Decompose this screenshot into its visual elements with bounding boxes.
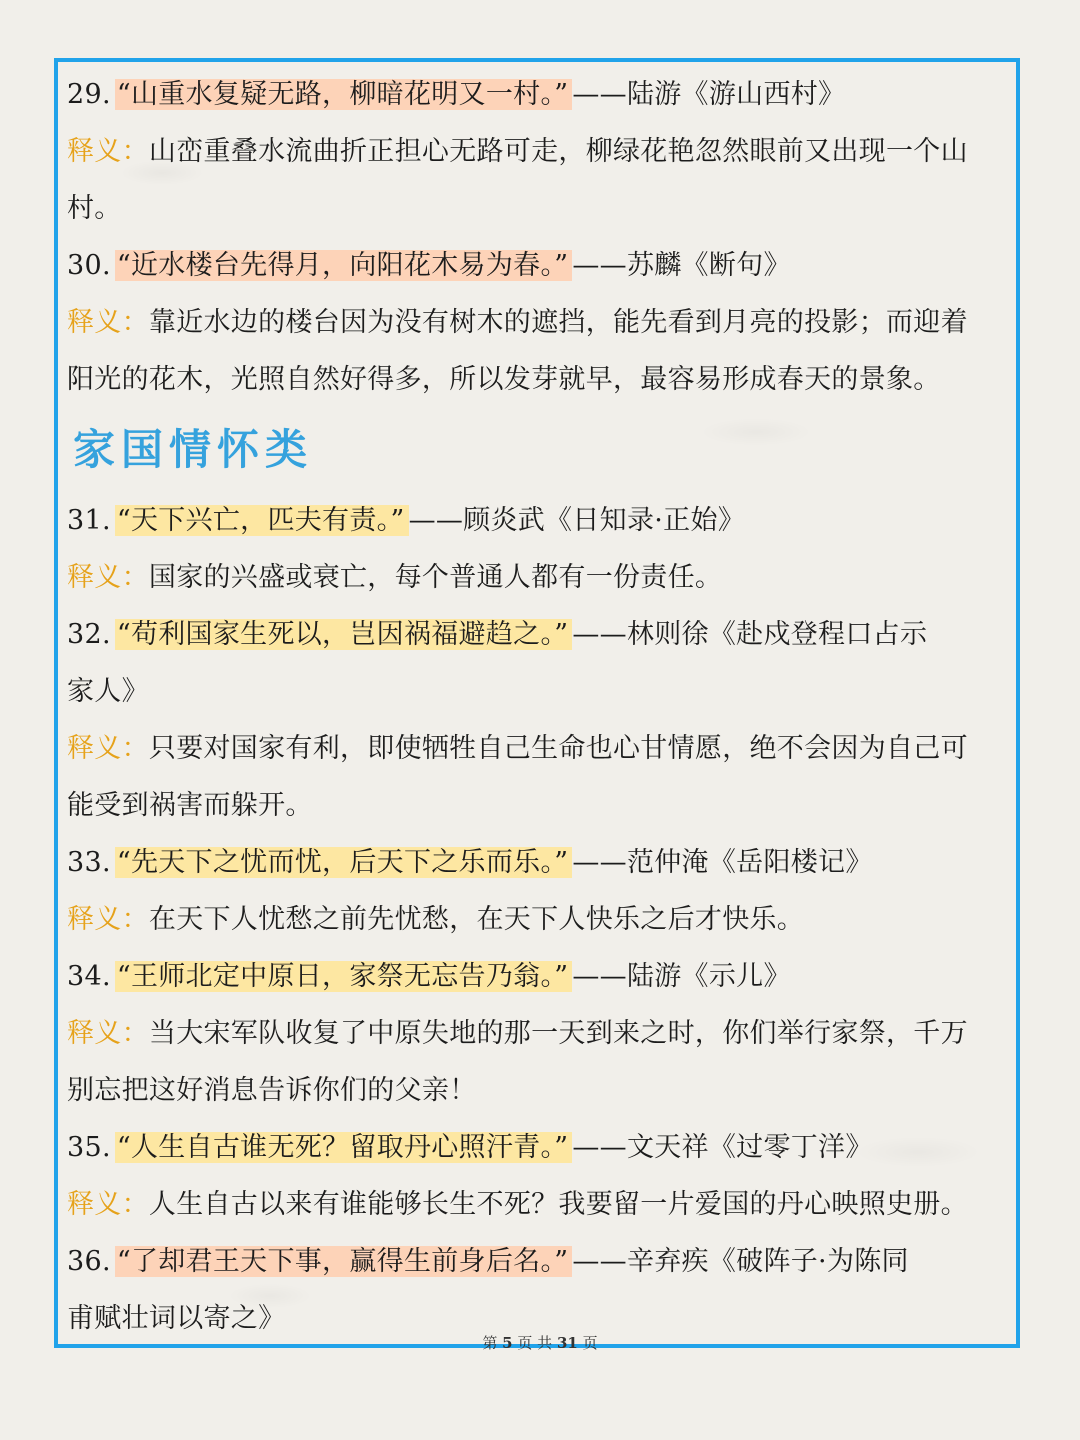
quote-highlight: “天下兴亡，匹夫有责。” xyxy=(115,505,409,536)
footer-suffix: 页 xyxy=(582,1334,598,1352)
quote-highlight: “山重水复疑无路，柳暗花明又一村。” xyxy=(115,79,573,110)
explanation-32-cont xyxy=(67,777,1017,834)
explanation-30-cont xyxy=(67,351,1017,408)
quote-source: ——范仲淹《岳阳楼记》 xyxy=(572,847,873,878)
item-number: 34. xyxy=(67,961,111,992)
item-number: 29. xyxy=(67,79,111,110)
explanation-label: 释义： xyxy=(67,733,149,764)
explanation-label: 释义： xyxy=(67,136,149,167)
explanation-label: 释义： xyxy=(67,562,149,593)
explanation-text: 只要对国家有利，即使牺牲自己生命也心甘情愿，绝不会因为自己可 xyxy=(148,733,968,764)
explanation-33 xyxy=(67,891,1017,948)
explanation-31 xyxy=(67,549,1017,606)
quote-source: 家人》 xyxy=(67,676,149,707)
explanation-34 xyxy=(67,1005,1017,1062)
quote-highlight: “了却君王天下事，赢得生前身后名。” xyxy=(115,1246,573,1277)
poem-line-31 xyxy=(67,492,1017,549)
page-footer xyxy=(0,1332,1080,1353)
quote-source: ——陆游《示儿》 xyxy=(572,961,791,992)
explanation-label: 释义： xyxy=(67,1018,149,1049)
poem-line-30 xyxy=(67,237,1017,294)
quote-source: ——顾炎武《日知录·正始》 xyxy=(408,505,746,536)
explanation-text: 山峦重叠水流曲折正担心无路可走，柳绿花艳忽然眼前又出现一个山 xyxy=(148,136,968,167)
explanation-text: 靠近水边的楼台因为没有树木的遮挡，能先看到月亮的投影；而迎着 xyxy=(148,307,968,338)
explanation-text: 能受到祸害而躲开。 xyxy=(67,790,313,821)
explanation-text: 阳光的花木，光照自然好得多，所以发芽就早，最容易形成春天的景象。 xyxy=(67,364,941,395)
explanation-text: 当大宋军队收复了中原失地的那一天到来之时，你们举行家祭，千万 xyxy=(148,1018,968,1049)
item-number: 30. xyxy=(67,250,111,281)
poem-line-34 xyxy=(67,948,1017,1005)
explanation-34-cont xyxy=(67,1062,1017,1119)
poem-line-32-cont xyxy=(67,663,1017,720)
quote-highlight: “先天下之忧而忧，后天下之乐而乐。” xyxy=(115,847,573,878)
quote-source: 甫赋壮词以寄之》 xyxy=(67,1303,286,1334)
footer-page-number: 5 xyxy=(502,1334,513,1352)
poem-line-29 xyxy=(67,66,1017,123)
footer-mid: 页 共 xyxy=(517,1334,553,1352)
quote-source: ——文天祥《过零丁洋》 xyxy=(572,1132,873,1163)
quote-highlight: “近水楼台先得月，向阳花木易为春。” xyxy=(115,250,573,281)
explanation-label: 释义： xyxy=(67,904,149,935)
item-number: 36. xyxy=(67,1246,111,1277)
explanation-label: 释义： xyxy=(67,1189,149,1220)
item-number: 35. xyxy=(67,1132,111,1163)
item-number: 33. xyxy=(67,847,111,878)
explanation-label: 释义： xyxy=(67,307,149,338)
section-title: 家国情怀类 xyxy=(73,425,314,474)
poem-line-35 xyxy=(67,1119,1017,1176)
explanation-text: 村。 xyxy=(67,193,122,224)
explanation-32 xyxy=(67,720,1017,777)
explanation-text: 别忘把这好消息告诉你们的父亲！ xyxy=(67,1075,477,1106)
quote-source: ——辛弃疾《破阵子·为陈同 xyxy=(572,1246,909,1277)
poem-line-36 xyxy=(67,1233,1017,1290)
quote-source: ——陆游《游山西村》 xyxy=(572,79,846,110)
footer-prefix: 第 xyxy=(482,1334,498,1352)
quote-highlight: “苟利国家生死以，岂因祸福避趋之。” xyxy=(115,619,573,650)
explanation-35 xyxy=(67,1176,1017,1233)
quote-highlight: “人生自古谁无死？留取丹心照汗青。” xyxy=(115,1132,573,1163)
explanation-text: 国家的兴盛或衰亡，每个普通人都有一份责任。 xyxy=(148,562,723,593)
quote-source: ——林则徐《赴戍登程口占示 xyxy=(572,619,928,650)
explanation-30 xyxy=(67,294,1017,351)
footer-total-pages: 31 xyxy=(556,1334,578,1352)
quote-highlight: “王师北定中原日，家祭无忘告乃翁。” xyxy=(115,961,573,992)
explanation-29 xyxy=(67,123,1017,180)
item-number: 31. xyxy=(67,505,111,536)
poem-line-33 xyxy=(67,834,1017,891)
explanation-text: 在天下人忧愁之前先忧愁，在天下人快乐之后才快乐。 xyxy=(148,904,805,935)
explanation-text: 人生自古以来有谁能够长生不死？我要留一片爱国的丹心映照史册。 xyxy=(148,1189,968,1220)
page-content xyxy=(67,66,1017,1347)
item-number: 32. xyxy=(67,619,111,650)
poem-line-32 xyxy=(67,606,1017,663)
quote-source: ——苏麟《断句》 xyxy=(572,250,791,281)
explanation-29-cont xyxy=(67,180,1017,237)
